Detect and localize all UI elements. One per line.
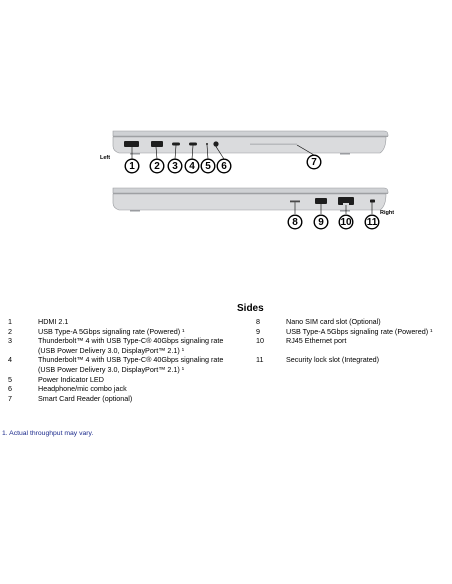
thunderbolt-port-2 — [189, 143, 197, 146]
security-lock-slot — [370, 200, 375, 203]
section-title: Sides — [237, 303, 264, 314]
callout-5 — [201, 159, 215, 173]
list-item: 3 Thunderbolt™ 4 with USB Type-C® 40Gbps signaling rate — [8, 336, 224, 346]
svg-text:8: 8 — [292, 217, 298, 228]
smart-card-slot — [250, 144, 297, 146]
svg-text:3: 3 — [172, 161, 178, 172]
laptop-right-side-view — [113, 188, 388, 212]
right-side-label: Right — [380, 210, 395, 216]
callout-3 — [168, 159, 182, 173]
thunderbolt-port-1 — [172, 143, 180, 146]
usb-a-port-right — [315, 198, 327, 204]
spacer — [256, 346, 432, 356]
list-item-continuation: (USB Power Delivery 3.0, DisplayPort™ 2.1) ¹ — [38, 345, 185, 355]
list-item: 6 Headphone/mic combo jack — [8, 384, 127, 394]
svg-text:10: 10 — [340, 217, 352, 228]
ports-list-right — [256, 317, 432, 365]
callout-6 — [217, 159, 231, 173]
svg-text:6: 6 — [221, 161, 227, 172]
ports-list-left — [8, 317, 223, 403]
callout-10 — [339, 215, 353, 229]
list-item: 4 Thunderbolt™ 4 with USB Type-C® 40Gbps signaling rate — [8, 355, 224, 365]
footnote — [2, 430, 93, 437]
callout-1 — [125, 159, 139, 173]
audio-jack — [213, 141, 218, 146]
svg-text:9: 9 — [318, 217, 324, 228]
laptop-sides-diagram — [0, 0, 452, 240]
laptop-left-side-view — [113, 131, 388, 155]
callout-7 — [307, 155, 321, 169]
svg-text:1: 1 — [129, 161, 135, 172]
power-led — [206, 143, 208, 145]
list-item: 10 RJ45 Ethernet port — [256, 336, 347, 346]
callout-4 — [185, 159, 199, 173]
svg-text:7: 7 — [311, 157, 317, 168]
usb-a-port — [151, 141, 163, 147]
callout-9 — [314, 215, 328, 229]
list-item-continuation: (USB Power Delivery 3.0, DisplayPort™ 2.1) ¹ — [38, 364, 185, 374]
list-item: 7 Smart Card Reader (optional) — [8, 393, 133, 403]
list-item: 2 USB Type-A 5Gbps signaling rate (Powered) ¹ — [8, 326, 185, 336]
list-item: 9 USB Type-A 5Gbps signaling rate (Powered) ¹ — [256, 326, 433, 336]
svg-text:5: 5 — [205, 161, 211, 172]
list-item: 8 Nano SIM card slot (Optional) — [256, 317, 381, 326]
footnote-link[interactable]: 1. Actual throughput may vary. — [2, 430, 94, 437]
svg-text:2: 2 — [154, 161, 160, 172]
list-item: 1 HDMI 2.1 — [8, 317, 69, 326]
left-side-label: Left — [100, 155, 111, 161]
svg-text:4: 4 — [189, 161, 195, 172]
callout-8 — [288, 215, 302, 229]
callout-11 — [365, 215, 379, 229]
hdmi-port — [124, 141, 139, 147]
sim-card-slot — [290, 201, 300, 203]
svg-text:11: 11 — [366, 217, 378, 228]
list-item: 5 Power Indicator LED — [8, 374, 104, 384]
list-item: 11 Security lock slot (Integrated) — [256, 355, 380, 365]
callout-2 — [150, 159, 164, 173]
